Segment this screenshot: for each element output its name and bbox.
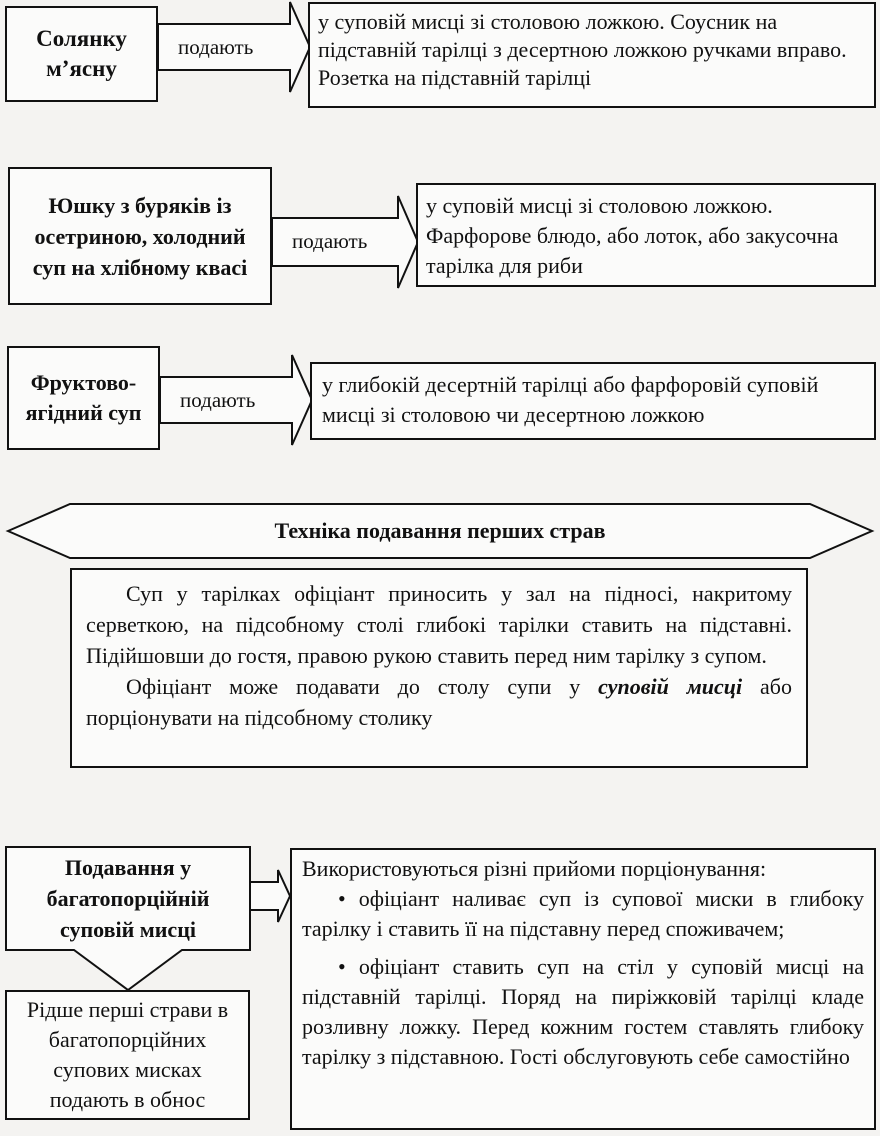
multi-details-box: [290, 848, 876, 1130]
serving-text-row-1: у суповій мисці зі столовою ложкою. Соусник на підставній тарілці з десертною ложкою ручками вправо. Розетка на підставній тарілці: [308, 2, 876, 108]
dish-box-row-1: [5, 6, 158, 102]
serving-text-row-2: у суповій мисці зі столовою ложкою. Фарфорове блюдо, або лоток, або закусочна тарілка для риби: [416, 183, 876, 287]
multi-bullet-1: • офіціант наливає суп із супової миски в глибоку тарілку і ставить її на підставну перед споживачем;: [302, 886, 864, 941]
dish-name-row-1: Солянку м’ясну: [36, 26, 127, 81]
technique-body: [70, 568, 808, 768]
multi-note-box: [5, 990, 250, 1120]
dish-name-row-3: Фруктово-ягідний суп: [25, 370, 142, 425]
multi-title: Подавання у багатопорційній суповій мисці: [46, 854, 210, 942]
multi-bullet-2: • офіціант ставить суп на стіл у суповій мисці на підставній тарілці. Поряд на пиріжковій тарілці кладе розливну ложку. Перед кожним гостем ставлять глибоку тарілку з підставною. Гості обслуговують себе самостійно: [302, 954, 864, 1069]
dish-box-row-3: [7, 346, 160, 450]
arrow-multi: [250, 870, 290, 922]
dish-box-row-2: [8, 167, 272, 305]
multi-note: Рідше перші страви в багатопорційних супових мисках подають в обнос: [26, 997, 229, 1112]
serving-text-row-3: у глибокій десертній тарілці або фарфоровій суповій мисці зі столовою чи десертною ложкою: [310, 362, 876, 440]
technique-title: Техніка подавання перших страв: [274, 518, 606, 543]
verb-row-1: подають: [178, 34, 254, 59]
verb-row-2: подають: [292, 228, 368, 253]
soup-bowl-term: суповій мисці: [598, 674, 743, 699]
verb-row-3: подають: [180, 387, 256, 412]
dish-name-row-2: Юшку з буряків із осетриною, холодний суп на хлібному квасі: [32, 192, 248, 280]
technique-paragraph-1: Суп у тарілках офіціант приносить у зал на підносі, накритому серветкою, на підсобному столі глибокі тарілки ставить на підставні. Підійшовши до гостя, правою рукою ставить перед ним тарілку з супом.: [86, 581, 792, 668]
multi-intro: Використовуються різні прийоми порціонування:: [302, 856, 767, 881]
technique-paragraph-2: Офіціант може подавати до столу супи у суповій мисці або порціонувати на підсобному столику: [86, 674, 792, 730]
